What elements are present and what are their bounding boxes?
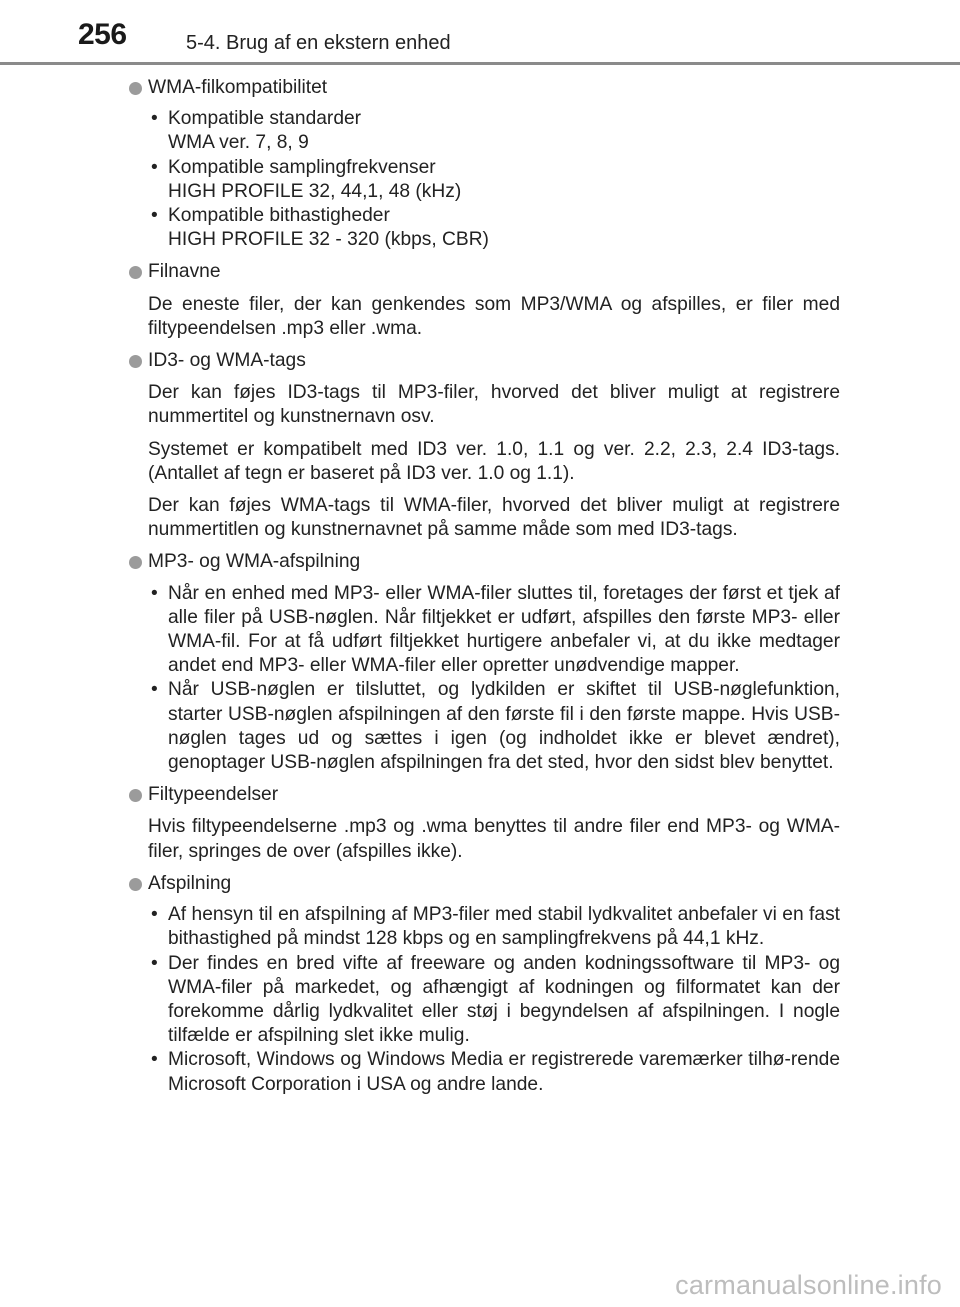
- bullet-dot-icon: [129, 82, 142, 95]
- section-heading: Filnavne: [128, 260, 840, 284]
- bullet-dot-icon: [129, 556, 142, 569]
- section-heading: MP3- og WMA-afspilning: [128, 550, 840, 574]
- bullet-mark: •: [151, 952, 158, 974]
- bullet-mark: •: [151, 1049, 158, 1071]
- bullet-mark: •: [151, 205, 158, 227]
- list-item-value: HIGH PROFILE 32 - 320 (kbps, CBR): [168, 229, 489, 251]
- paragraph: Der kan føjes ID3-tags til MP3-filer, hvorved det bliver muligt at registrere nummertitel og kunstnernavn osv.: [148, 382, 840, 428]
- bullet-dot-icon: [129, 789, 142, 802]
- paragraph: De eneste filer, der kan genkendes som MP3/WMA og afspilles, er filer med filtypeendelsen .mp3 eller .wma.: [148, 293, 840, 339]
- bullet-mark: •: [151, 582, 158, 604]
- chapter-title: 5-4. Brug af en ekstern enhed: [186, 32, 451, 54]
- page-body: [128, 76, 840, 1097]
- bullet-mark: •: [151, 108, 158, 130]
- paragraph: Hvis filtypeendelserne .mp3 og .wma benyttes til andre filer end MP3- og WMA-filer, springes de over (afspilles ikke).: [148, 816, 840, 862]
- bullet-mark: •: [151, 679, 158, 701]
- list-item-value: HIGH PROFILE 32, 44,1, 48 (kHz): [168, 180, 462, 202]
- section-heading: WMA-filkompatibilitet: [128, 76, 840, 100]
- list-item: • Når en enhed med MP3- eller WMA-filer sluttes til, foretages der først et tjek af alle filer på USB-nøglen. Når filtjekket er udført, afspilles den første MP3- eller WMA-fil. For at få udført filtjekket hurtigere anbefaler vi, at du ikke medtager andet end MP3- eller WMA-filer eller opretter unødvendige mapper.: [151, 582, 840, 677]
- list-item: • Når USB-nøglen er tilsluttet, og lydkilden er skiftet til USB-nøglefunktion, starter USB-nøglen afspilningen af den første fil i den første mappe. Hvis USB-nøglen tages ud og sættes i igen (og indholdet ikke er blevet ændret), genoptager USB-nøglen afspilningen fra det sted, hvor den sidst blev benyttet.: [151, 679, 840, 774]
- bullet-dot-icon: [129, 355, 142, 368]
- paragraph: Der kan føjes WMA-tags til WMA-filer, hvorved det bliver muligt at registrere nummertitlen og kunstnernavnet på samme måde som med ID3-tags.: [148, 495, 840, 541]
- list-item: • Kompatible bithastigheder HIGH PROFILE 32 - 320 (kbps, CBR): [148, 204, 840, 252]
- list-item: • Kompatible samplingfrekvenser HIGH PROFILE 32, 44,1, 48 (kHz): [148, 156, 840, 204]
- header-divider: [0, 62, 960, 65]
- list-item-value: WMA ver. 7, 8, 9: [168, 132, 309, 154]
- bullet-list: [148, 582, 840, 776]
- page-number: 256: [78, 18, 127, 51]
- list-item: • Kompatible standarder WMA ver. 7, 8, 9: [148, 107, 840, 155]
- site-watermark: carmanualsonline.info: [675, 1270, 942, 1300]
- paragraph: Systemet er kompatibelt med ID3 ver. 1.0, 1.1 og ver. 2.2, 2.3, 2.4 ID3-tags. (Antallet af tegn er baseret på ID3 ver. 1.0 og 1.1).: [148, 438, 840, 484]
- page-header: [0, 0, 960, 70]
- bullet-list: [148, 903, 840, 1097]
- section-heading: Afspilning: [128, 872, 840, 896]
- list-item: • Af hensyn til en afspilning af MP3-filer med stabil lydkvalitet anbefaler vi en fast bithastighed på mindst 128 kbps og en samplingfrekvens på 44,1 kHz.: [151, 904, 840, 950]
- bullet-list: [148, 107, 840, 252]
- section-heading: Filtypeendelser: [128, 783, 840, 807]
- bullet-mark: •: [151, 156, 158, 178]
- list-item: • Microsoft, Windows og Windows Media er registrerede varemærker tilhø-rende Microsoft Corporation i USA og andre lande.: [151, 1049, 840, 1095]
- list-item: • Der findes en bred vifte af freeware og anden kodningssoftware til MP3- og WMA-filer på markedet, og afhængigt af kodningen og filformatet kan der forekomme dårlig lydkvalitet eller støj i begyndelsen af afspilningen. I nogle tilfælde er afspilning slet ikke mulig.: [151, 952, 840, 1047]
- bullet-dot-icon: [129, 878, 142, 891]
- bullet-mark: •: [151, 904, 158, 926]
- bullet-dot-icon: [129, 266, 142, 279]
- section-heading: ID3- og WMA-tags: [128, 349, 840, 373]
